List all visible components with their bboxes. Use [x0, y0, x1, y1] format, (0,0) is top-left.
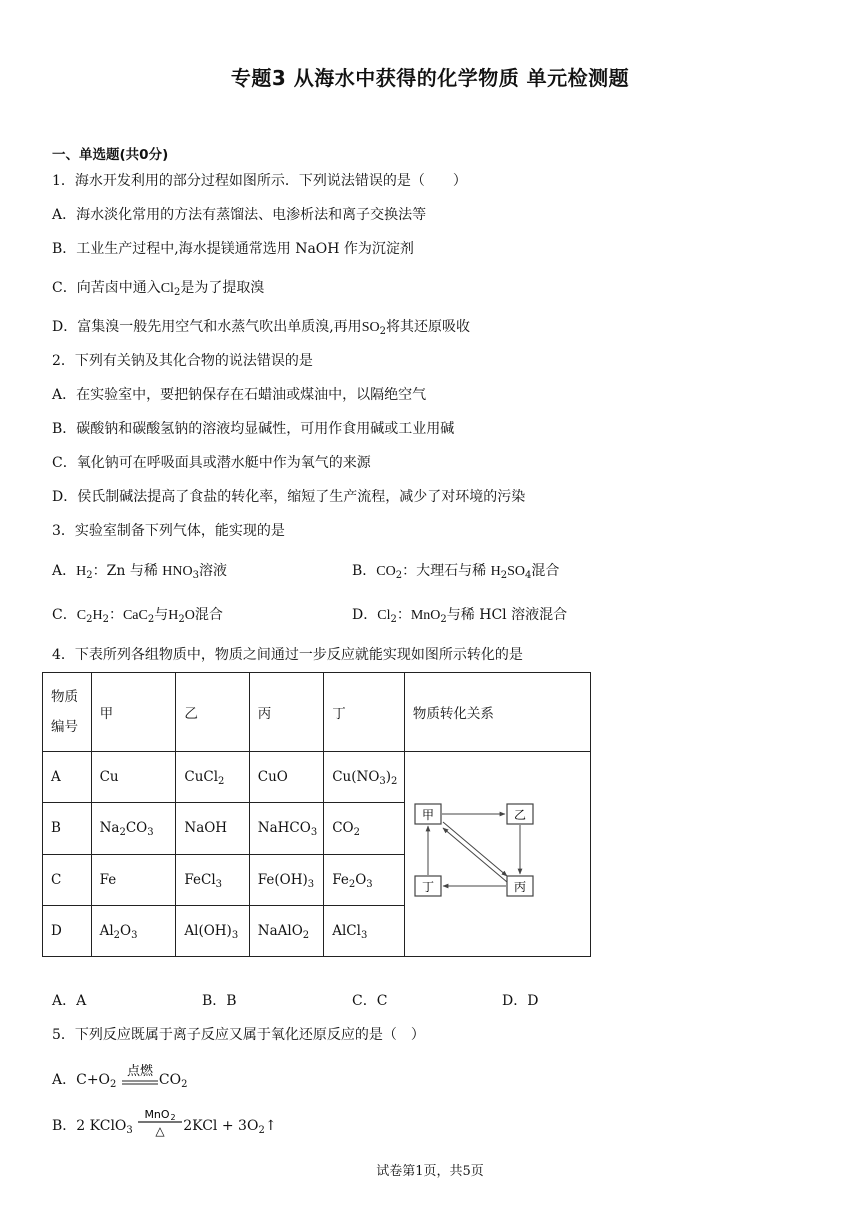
row-id: C: [43, 854, 92, 905]
reaction-condition-ignite: [121, 1064, 159, 1096]
reaction-condition-catalyst: [137, 1108, 183, 1144]
node-yi-label: 乙: [513, 808, 526, 822]
q1-option-a: A．海水淡化常用的方法有蒸馏法、电渗析法和离子交换法等: [52, 207, 427, 223]
q5-stem: 5．下列反应既属于离子反应又属于氧化还原反应的是（ ）: [52, 1027, 425, 1043]
arrow-jia-bing: [443, 822, 507, 876]
header-cell-id: 物质 编号: [43, 673, 92, 752]
cell-bing: $Fe(OH)_3$: [249, 854, 323, 905]
table-header-row: [43, 673, 591, 752]
cell-jia: Cu: [91, 752, 176, 803]
svg-text:MnO: MnO: [144, 1108, 170, 1121]
q4-table: [42, 672, 591, 957]
node-bing-label: 丙: [513, 880, 526, 894]
q3-option-a: A．$H_2$：Zn 与稀 $HNO_3$溶液: [52, 563, 227, 581]
svg-text:△: △: [155, 1124, 165, 1138]
cell-yi: NaOH: [176, 803, 249, 854]
q2-stem: 2．下列有关钠及其化合物的说法错误的是: [52, 353, 313, 369]
q3-option-c: C．$C_2H_2$：CaC$_2$与$H_2O$混合: [52, 607, 223, 625]
cell-jia: $Na_2CO_3$: [91, 803, 176, 854]
q4-option-a: A．A: [52, 993, 87, 1009]
table-row: [43, 752, 591, 803]
arrow-bing-jia: [443, 828, 507, 882]
cell-ding: $CO_2$: [324, 803, 405, 854]
cell-yi: $Al(OH)_3$: [176, 905, 249, 956]
q1-option-c: C．向苦卤中通入$Cl_2$是为了提取溴: [52, 280, 265, 298]
q1-option-d: D．富集溴一般先用空气和水蒸气吹出单质溴,再用$SO_2$将其还原吸收: [52, 319, 470, 337]
q5-option-a: A．$C+O_2$ 点燃 $CO_2$: [52, 1064, 187, 1096]
q3-stem: 3．实验室制备下列气体，能实现的是: [52, 523, 285, 539]
node-ding-label: 丁: [421, 880, 434, 894]
cell-ding: AlCl$_3$: [324, 905, 405, 956]
node-jia-label: 甲: [421, 808, 434, 822]
q2-option-c: C．氧化钠可在呼吸面具或潜水艇中作为氧气的来源: [52, 455, 371, 471]
q4-option-d: D．D: [502, 993, 539, 1009]
conversion-diagram: [405, 752, 584, 952]
cell-yi: CuCl$_2$: [176, 752, 249, 803]
q1-option-b: B．工业生产过程中,海水提镁通常选用 NaOH 作为沉淀剂: [52, 241, 414, 257]
row-id: D: [43, 905, 92, 956]
row-id: B: [43, 803, 92, 854]
q4-option-c: C．C: [352, 993, 388, 1009]
cell-bing: NaAlO$_2$: [249, 905, 323, 956]
cell-ding: $Fe_2O_3$: [324, 854, 405, 905]
header-cell-relation: 物质转化关系: [404, 673, 590, 752]
cell-bing: CuO: [249, 752, 323, 803]
header-cell-yi: 乙: [176, 673, 249, 752]
q3-option-b: B．$CO_2$：大理石与稀 $H_2SO_4$混合: [352, 563, 560, 581]
q3-option-d: D．$Cl_2$：MnO$_2$与稀 HCl 溶液混合: [352, 607, 568, 625]
q2-option-a: A．在实验室中，要把钠保存在石蜡油或煤油中，以隔绝空气: [52, 387, 427, 403]
row-id: A: [43, 752, 92, 803]
q4-option-b: B．B: [202, 993, 237, 1009]
conversion-diagram-cell: [404, 752, 590, 957]
cell-jia: $Al_2O_3$: [91, 905, 176, 956]
q2-option-d: D．侯氏制碱法提高了食盐的转化率，缩短了生产流程，减少了对环境的污染: [52, 489, 526, 505]
cell-jia: Fe: [91, 854, 176, 905]
q4-stem: 4．下表所列各组物质中，物质之间通过一步反应就能实现如图所示转化的是: [52, 647, 523, 663]
q5-option-b: B．2 KClO$_3$ MnO 2 △ $2KCl + 3O_2↑$: [52, 1108, 277, 1144]
svg-text:点燃: 点燃: [126, 1064, 153, 1079]
q2-option-b: B．碳酸钠和碳酸氢钠的溶液均显碱性，可用作食用碱或工业用碱: [52, 421, 455, 437]
cell-bing: NaHCO$_3$: [249, 803, 323, 854]
cell-yi: FeCl$_3$: [176, 854, 249, 905]
page-footer: 试卷第1页，共5页: [376, 1164, 484, 1179]
svg-text:2: 2: [170, 1113, 176, 1122]
page-title: 专题3 从海水中获得的化学物质 单元检测题: [230, 66, 630, 90]
header-cell-jia: 甲: [91, 673, 176, 752]
section-heading: 一、单选题(共0分): [52, 147, 169, 163]
q1-stem: 1．海水开发利用的部分过程如图所示．下列说法错误的是（ ）: [52, 173, 467, 189]
header-cell-ding: 丁: [324, 673, 405, 752]
header-cell-bing: 丙: [249, 673, 323, 752]
cell-ding: $Cu(NO_3)_2$: [324, 752, 405, 803]
